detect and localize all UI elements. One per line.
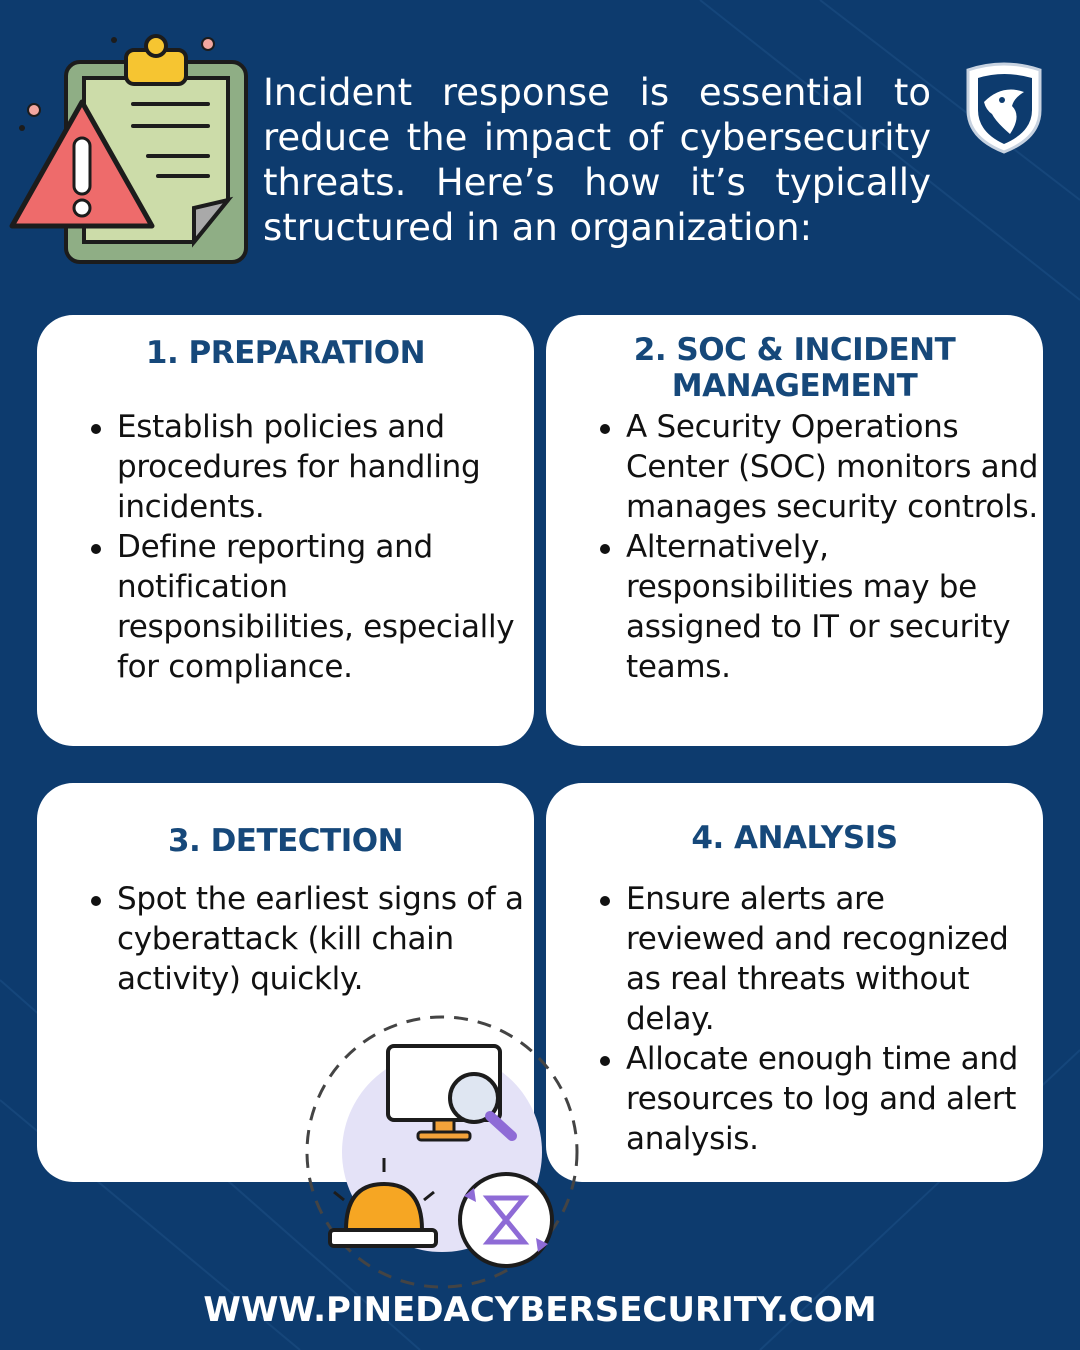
- monitor-search-alarm-hourglass-icon: [300, 1012, 590, 1292]
- card-title: 1. PREPARATION: [145, 335, 426, 371]
- card-preparation: [37, 315, 534, 746]
- bullet-icon: [600, 544, 610, 554]
- list-item: Define reporting and notification responsibilities, especially for compliance.: [117, 527, 524, 687]
- bullet-list: [89, 407, 524, 687]
- bullet-icon: [600, 896, 610, 906]
- bullet-icon: [600, 424, 610, 434]
- website-url[interactable]: WWW.PINEDACYBERSECURITY.COM: [203, 1290, 877, 1330]
- bullet-list: [598, 879, 1033, 1159]
- intro-text: Incident response is essential to reduce the impact of cybersecurity threats. Here’s how it’s typically structured in an organization:: [263, 71, 931, 249]
- list-item: Alternatively, responsibilities may be assigned to IT or security teams.: [626, 527, 1039, 687]
- list-item: Ensure alerts are reviewed and recognized as real threats without delay.: [626, 879, 1033, 1039]
- card-soc-incident-management: [546, 315, 1043, 746]
- list-item: Establish policies and procedures for handling incidents.: [117, 407, 524, 527]
- eagle-shield-logo: [962, 62, 1046, 154]
- bullet-list: [89, 879, 524, 999]
- list-item: Spot the earliest signs of a cyberattack (kill chain activity) quickly.: [117, 879, 524, 999]
- list-item: A Security Operations Center (SOC) monitors and manages security controls.: [626, 407, 1039, 527]
- clipboard-warning-icon: [8, 30, 258, 270]
- card-title: 4. ANALYSIS: [691, 820, 898, 856]
- card-title: 3. DETECTION: [167, 823, 404, 859]
- list-item: Allocate enough time and resources to log and alert analysis.: [626, 1039, 1033, 1159]
- bullet-icon: [91, 424, 101, 434]
- bullet-list: [598, 407, 1039, 687]
- card-title: 2. SOC & INCIDENT MANAGEMENT: [633, 332, 956, 404]
- bullet-icon: [91, 544, 101, 554]
- bullet-icon: [600, 1056, 610, 1066]
- bullet-icon: [91, 896, 101, 906]
- card-analysis: [546, 783, 1043, 1182]
